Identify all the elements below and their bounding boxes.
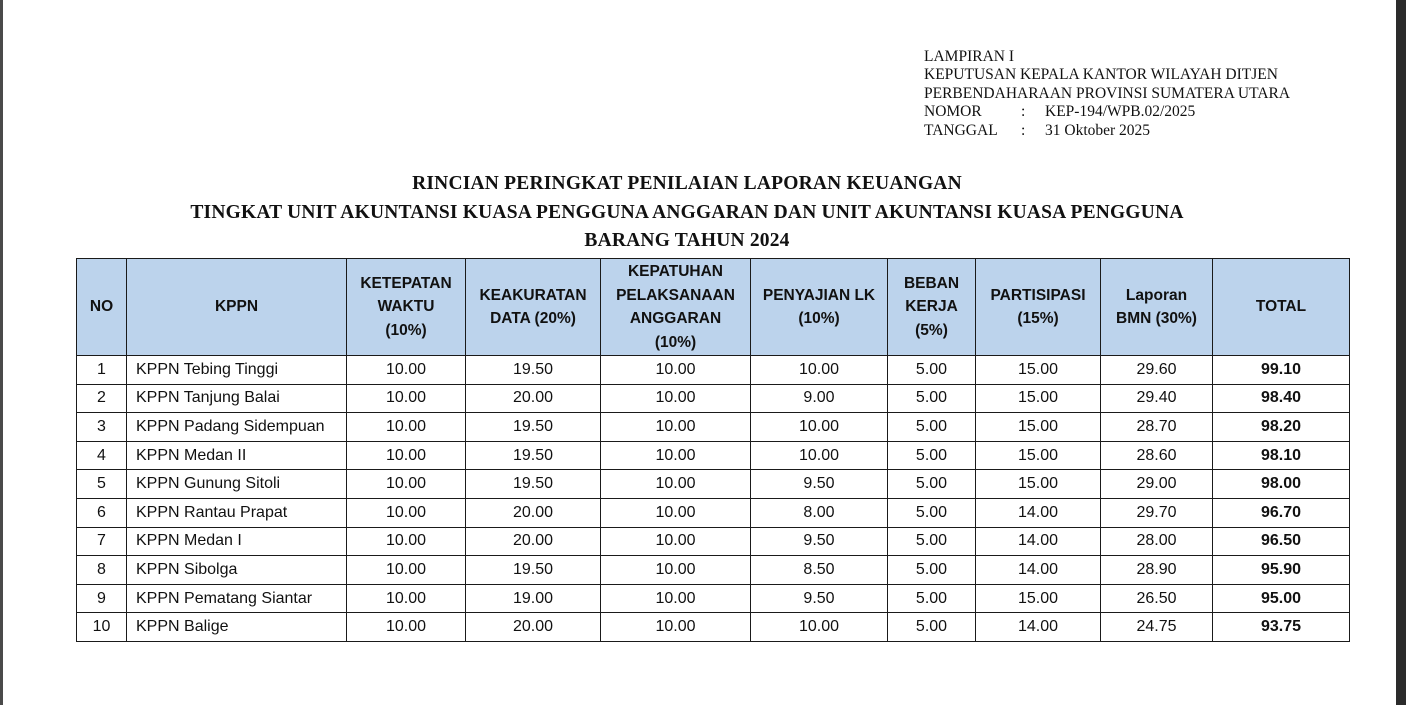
header-line: PENYAJIAN LK [762, 286, 876, 304]
header-partisipasi [976, 259, 1101, 356]
cell-keakuratan: 20.00 [466, 527, 601, 556]
table-row [77, 413, 1350, 442]
cell-laporan-bmn: 29.40 [1101, 384, 1213, 413]
header-ketepatan-waktu [347, 259, 466, 356]
header-total [1213, 259, 1350, 356]
cell-ketepatan: 10.00 [347, 470, 466, 499]
cell-kppn: KPPN Gunung Sitoli [127, 470, 347, 499]
header-line: PARTISIPASI [990, 286, 1086, 304]
cell-beban: 5.00 [888, 613, 976, 642]
cell-kppn: KPPN Balige [127, 613, 347, 642]
cell-beban: 5.00 [888, 356, 976, 385]
header-line: NO [89, 298, 114, 316]
cell-no: 6 [77, 498, 127, 527]
cell-laporan-bmn: 28.60 [1101, 441, 1213, 470]
table-row [77, 441, 1350, 470]
cell-no: 2 [77, 384, 127, 413]
header-line: Laporan [1125, 286, 1188, 304]
cell-kppn: KPPN Padang Sidempuan [127, 413, 347, 442]
cell-no: 8 [77, 556, 127, 585]
cell-partisipasi: 14.00 [976, 498, 1101, 527]
nomor-value: KEP-194/WPB.02/2025 [1045, 103, 1196, 121]
lampiran-block [924, 48, 1290, 140]
cell-laporan-bmn: 28.00 [1101, 527, 1213, 556]
cell-kepatuhan: 10.00 [601, 470, 751, 499]
cell-no: 10 [77, 613, 127, 642]
cell-kppn: KPPN Sibolga [127, 556, 347, 585]
page-left-border [0, 0, 3, 705]
cell-keakuratan: 19.50 [466, 356, 601, 385]
cell-ketepatan: 10.00 [347, 584, 466, 613]
cell-keakuratan: 20.00 [466, 613, 601, 642]
nomor-label: NOMOR [924, 103, 982, 121]
header-line: KERJA [905, 298, 958, 316]
header-kepatuhan-pelaksanaan-anggaran [601, 259, 751, 356]
cell-partisipasi: 14.00 [976, 613, 1101, 642]
table-body [77, 356, 1350, 642]
cell-ketepatan: 10.00 [347, 356, 466, 385]
tanggal-label: TANGGAL [924, 121, 998, 139]
cell-kepatuhan: 10.00 [601, 556, 751, 585]
cell-kepatuhan: 10.00 [601, 613, 751, 642]
cell-no: 9 [77, 584, 127, 613]
cell-laporan-bmn: 24.75 [1101, 613, 1213, 642]
ranking-table [76, 258, 1350, 642]
header-line: ANGGARAN [629, 310, 722, 327]
cell-keakuratan: 19.00 [466, 584, 601, 613]
header-line: (5%) [915, 321, 948, 339]
cell-partisipasi: 14.00 [976, 556, 1101, 585]
header-line: WAKTU [377, 298, 435, 316]
cell-penyajian: 10.00 [751, 441, 888, 470]
header-line: KEAKURATAN [479, 286, 587, 304]
cell-partisipasi: 15.00 [976, 470, 1101, 499]
cell-beban: 5.00 [888, 384, 976, 413]
cell-ketepatan: 10.00 [347, 384, 466, 413]
cell-kepatuhan: 10.00 [601, 441, 751, 470]
cell-no: 4 [77, 441, 127, 470]
cell-total: 98.40 [1213, 384, 1350, 413]
lampiran-line-3: PERBENDAHARAAN PROVINSI SUMATERA UTARA [924, 84, 1291, 102]
table-row [77, 470, 1350, 499]
tanggal-separator: : [1021, 121, 1026, 139]
header-line: TOTAL [1255, 298, 1307, 316]
cell-kepatuhan: 10.00 [601, 356, 751, 385]
cell-keakuratan: 19.50 [466, 441, 601, 470]
lampiran-nomor-row [924, 103, 1290, 121]
cell-keakuratan: 19.50 [466, 470, 601, 499]
nomor-separator: : [1021, 103, 1026, 121]
tanggal-value: 31 Oktober 2025 [1045, 121, 1151, 139]
cell-beban: 5.00 [888, 527, 976, 556]
header-keakuratan-data [466, 259, 601, 356]
table-row [77, 384, 1350, 413]
header-line: PELAKSANAAN [616, 286, 735, 304]
header-line: (10%) [385, 321, 427, 339]
table-row [77, 498, 1350, 527]
table-row [77, 527, 1350, 556]
page-right-border [1396, 0, 1406, 705]
cell-kppn: KPPN Medan I [127, 527, 347, 556]
cell-ketepatan: 10.00 [347, 527, 466, 556]
table-row [77, 356, 1350, 385]
header-line: KETEPATAN [360, 274, 452, 292]
cell-penyajian: 10.00 [751, 413, 888, 442]
cell-keakuratan: 20.00 [466, 498, 601, 527]
cell-total: 99.10 [1213, 356, 1350, 385]
cell-laporan-bmn: 26.50 [1101, 584, 1213, 613]
cell-kepatuhan: 10.00 [601, 498, 751, 527]
table-row [77, 613, 1350, 642]
cell-no: 5 [77, 470, 127, 499]
cell-beban: 5.00 [888, 584, 976, 613]
cell-kppn: KPPN Rantau Prapat [127, 498, 347, 527]
cell-penyajian: 10.00 [751, 356, 888, 385]
cell-kepatuhan: 10.00 [601, 527, 751, 556]
cell-penyajian: 9.00 [751, 384, 888, 413]
cell-penyajian: 8.00 [751, 498, 888, 527]
cell-penyajian: 8.50 [751, 556, 888, 585]
cell-total: 96.70 [1213, 498, 1350, 527]
cell-laporan-bmn: 28.70 [1101, 413, 1213, 442]
cell-penyajian: 9.50 [751, 584, 888, 613]
document-title-line-3: BARANG TAHUN 2024 [584, 230, 790, 251]
cell-laporan-bmn: 29.70 [1101, 498, 1213, 527]
cell-ketepatan: 10.00 [347, 613, 466, 642]
lampiran-line-1: LAMPIRAN I [924, 48, 1014, 65]
cell-partisipasi: 15.00 [976, 584, 1101, 613]
cell-beban: 5.00 [888, 470, 976, 499]
cell-total: 96.50 [1213, 527, 1350, 556]
header-penyajian-lk [751, 259, 888, 356]
cell-kepatuhan: 10.00 [601, 384, 751, 413]
cell-kppn: KPPN Medan II [127, 441, 347, 470]
cell-ketepatan: 10.00 [347, 498, 466, 527]
header-line: KEPATUHAN [627, 263, 723, 280]
cell-partisipasi: 15.00 [976, 413, 1101, 442]
header-line: DATA (20%) [490, 310, 576, 327]
cell-keakuratan: 19.50 [466, 413, 601, 442]
header-kppn [127, 259, 347, 356]
cell-keakuratan: 20.00 [466, 384, 601, 413]
cell-beban: 5.00 [888, 556, 976, 585]
cell-total: 98.10 [1213, 441, 1350, 470]
cell-kepatuhan: 10.00 [601, 413, 751, 442]
table-row [77, 556, 1350, 585]
header-beban-kerja [888, 259, 976, 356]
header-line: (10%) [654, 333, 697, 351]
cell-laporan-bmn: 29.00 [1101, 470, 1213, 499]
cell-partisipasi: 14.00 [976, 527, 1101, 556]
cell-partisipasi: 15.00 [976, 384, 1101, 413]
cell-beban: 5.00 [888, 498, 976, 527]
cell-beban: 5.00 [888, 441, 976, 470]
cell-partisipasi: 15.00 [976, 356, 1101, 385]
table-header-row [77, 259, 1350, 356]
header-line: (15%) [1017, 310, 1059, 327]
cell-penyajian: 9.50 [751, 470, 888, 499]
cell-ketepatan: 10.00 [347, 413, 466, 442]
header-line: BMN (30%) [1116, 310, 1197, 327]
cell-total: 98.00 [1213, 470, 1350, 499]
cell-penyajian: 10.00 [751, 613, 888, 642]
document-title-line-1: RINCIAN PERINGKAT PENILAIAN LAPORAN KEUANGAN [412, 173, 962, 194]
cell-kepatuhan: 10.00 [601, 584, 751, 613]
cell-kppn: KPPN Tebing Tinggi [127, 356, 347, 385]
cell-keakuratan: 19.50 [466, 556, 601, 585]
cell-partisipasi: 15.00 [976, 441, 1101, 470]
header-laporan-bmn [1101, 259, 1213, 356]
lampiran-line-2: KEPUTUSAN KEPALA KANTOR WILAYAH DITJEN [924, 66, 1278, 84]
cell-ketepatan: 10.00 [347, 441, 466, 470]
cell-total: 95.00 [1213, 584, 1350, 613]
cell-no: 1 [77, 356, 127, 385]
cell-ketepatan: 10.00 [347, 556, 466, 585]
header-line: BEBAN [903, 274, 960, 292]
cell-total: 98.20 [1213, 413, 1350, 442]
header-no [77, 259, 127, 356]
table-row [77, 584, 1350, 613]
cell-kppn: KPPN Tanjung Balai [127, 384, 347, 413]
cell-laporan-bmn: 29.60 [1101, 356, 1213, 385]
cell-no: 7 [77, 527, 127, 556]
cell-kppn: KPPN Pematang Siantar [127, 584, 347, 613]
lampiran-tanggal-row [924, 122, 1290, 140]
header-line: (10%) [798, 310, 840, 327]
cell-penyajian: 9.50 [751, 527, 888, 556]
cell-laporan-bmn: 28.90 [1101, 556, 1213, 585]
header-line: KPPN [214, 298, 259, 316]
cell-total: 95.90 [1213, 556, 1350, 585]
document-title-line-2: TINGKAT UNIT AKUNTANSI KUASA PENGGUNA ANGGARAN DAN UNIT AKUNTANSI KUASA PENGGUNA [190, 202, 1184, 223]
cell-beban: 5.00 [888, 413, 976, 442]
cell-no: 3 [77, 413, 127, 442]
cell-total: 93.75 [1213, 613, 1350, 642]
